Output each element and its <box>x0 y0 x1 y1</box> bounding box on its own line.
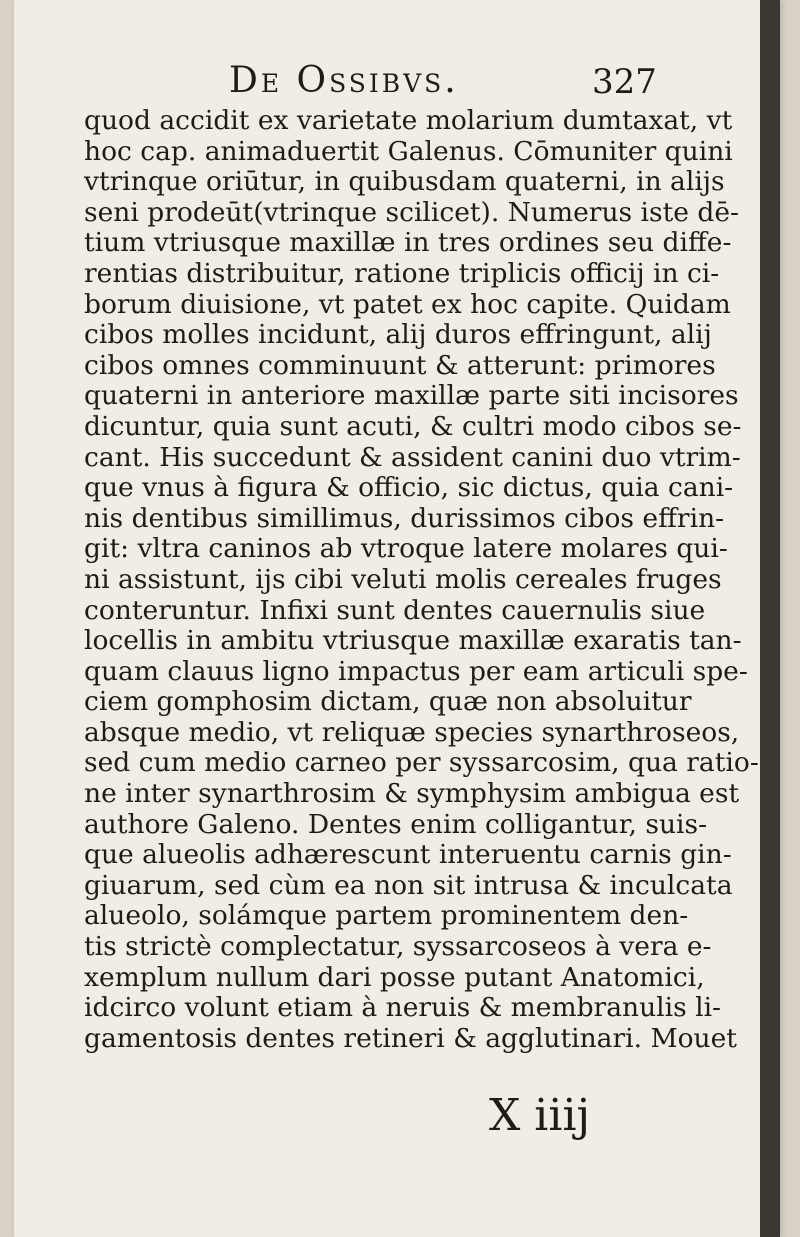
text-line: cibos omnes comminuunt & atterunt: primores <box>84 349 716 381</box>
text-line: cant. His succedunt & assident canini duo vtrim- <box>84 441 741 473</box>
text-line: alueolo, solámque partem prominentem den- <box>84 900 689 932</box>
text-line: que alueolis adhærescunt interuentu carnis gin- <box>84 839 732 871</box>
text-line: quod accidit ex varietate molarium dumtaxat, vt <box>84 105 733 136</box>
text-line: seni prodeūt(vtrinque scilicet). Numerus iste dē- <box>84 196 739 228</box>
page-edge-shadow <box>760 0 780 1237</box>
text-line: rentias distribuitur, ratione triplicis officij in ci- <box>84 257 720 289</box>
text-line: que vnus à figura & officio, sic dictus, quia cani- <box>84 472 734 504</box>
text-line: cibos molles incidunt, alij duros effringunt, alij <box>84 319 712 351</box>
text-line: locellis in ambitu vtriusque maxillæ exaratis tan- <box>84 625 742 657</box>
text-line: ciem gomphosim dictam, quæ non absoluitur <box>84 686 692 718</box>
text-line: tis strictè complectatur, syssarcoseos à vera e- <box>84 931 712 963</box>
body-text <box>84 105 759 1054</box>
text-line: hoc cap. animaduertit Galenus. Cōmuniter quini <box>84 135 733 167</box>
text-line: vtrinque oriūtur, in quibusdam quaterni, in alijs <box>84 166 725 198</box>
text-line: giuarum, sed cùm ea non sit intrusa & inculcata <box>84 869 733 901</box>
text-line: dicuntur, quia sunt acuti, & cultri modo cibos se- <box>84 410 742 442</box>
text-line: tium vtriusque maxillæ in tres ordines seu diffe- <box>84 227 732 259</box>
book-page <box>14 0 780 1237</box>
text-line: authore Galeno. Dentes enim colligantur, suis- <box>84 808 708 840</box>
page-number: 327 <box>592 62 657 102</box>
text-line: ni assistunt, ijs cibi veluti molis cereales fruges <box>84 563 722 595</box>
text-line: quam clauus ligno impactus per eam articuli spe- <box>84 655 748 687</box>
text-line: ne inter synarthrosim & symphysim ambigua est <box>84 778 740 810</box>
text-line: sed cum medio carneo per syssarcosim, qua ratio- <box>84 747 759 779</box>
text-line: idcirco volunt etiam à neruis & membranulis li- <box>84 992 722 1024</box>
signature-mark: X iiij <box>489 1090 591 1141</box>
text-line: absque medio, vt reliquæ species synarthroseos, <box>84 716 740 748</box>
text-line: nis dentibus simillimus, durissimos cibos effrin- <box>84 502 725 534</box>
text-line: git: vltra caninos ab vtroque latere molares qui- <box>84 533 728 565</box>
running-head <box>14 60 780 100</box>
text-line: borum diuisione, vt patet ex hoc capite. Quidam <box>84 288 731 320</box>
running-title: De Ossibvs. <box>229 60 459 101</box>
text-line: conteruntur. Infixi sunt dentes cauernulis siue <box>84 594 706 626</box>
text-line: xemplum nullum dari posse putant Anatomici, <box>84 961 705 993</box>
text-line: gamentosis dentes retineri & agglutinari. Mouet <box>84 1022 737 1054</box>
text-line: quaterni in anteriore maxillæ parte siti incisores <box>84 380 739 412</box>
